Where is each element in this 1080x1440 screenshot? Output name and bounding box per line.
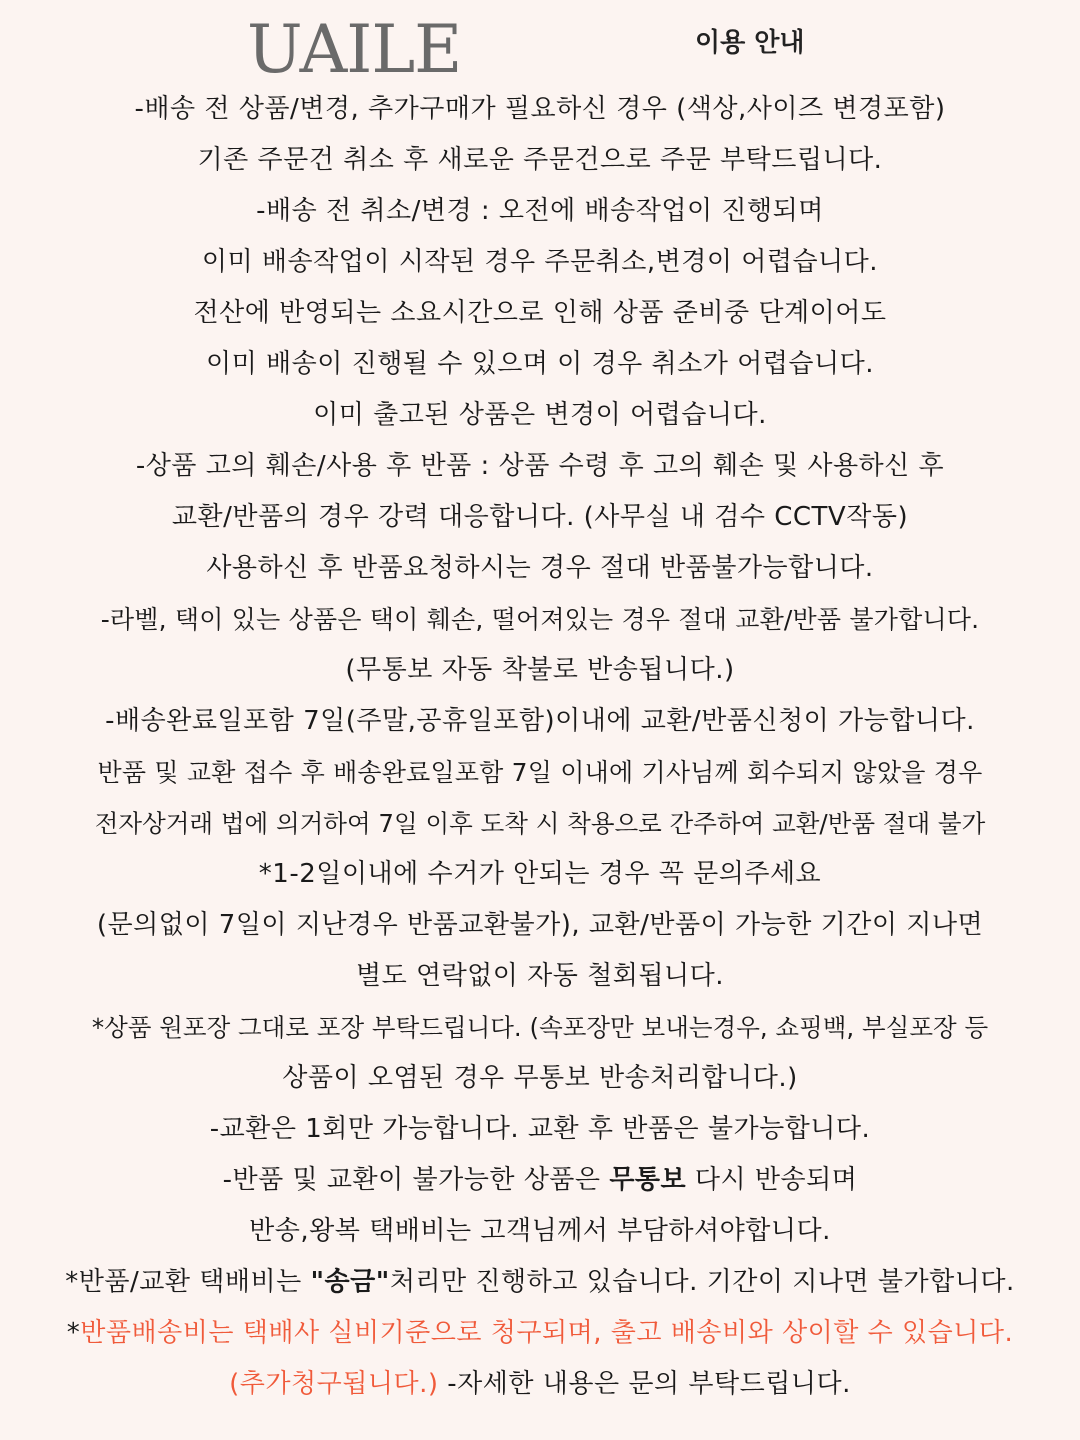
notice-line: *상품 원포장 그대로 포장 부탁드립니다. (속포장만 보내는경우, 쇼핑백, 부실포장 등	[91, 1013, 989, 1042]
notice-line: 상품이 오염된 경우 무통보 반송처리합니다.)	[282, 1063, 798, 1093]
line-text: 처리만 진행하고 있습니다. 기간이 지나면 불가합니다.	[389, 1267, 1015, 1297]
header	[0, 0, 1080, 92]
notice-line: -상품 고의 훼손/사용 후 반품 : 상품 수령 후 고의 훼손 및 사용하신 후	[135, 451, 945, 481]
notice-line: 기존 주문건 취소 후 새로운 주문건으로 주문 부탁드립니다.	[197, 145, 883, 175]
notice-line: 반품 및 교환 접수 후 배송완료일포함 7일 이내에 기사님께 회수되지 않았을 경우	[97, 758, 983, 787]
brand-logo[interactable]: UAILE	[247, 11, 462, 88]
notice-line: -배송완료일포함 7일(주말,공휴일포함)이내에 교환/반품신청이 가능합니다.	[105, 706, 975, 736]
notice-line: 이미 배송작업이 시작된 경우 주문취소,변경이 어렵습니다.	[201, 247, 879, 277]
notice-line: 반송,왕복 택배비는 고객님께서 부담하셔야합니다.	[249, 1216, 831, 1246]
line-text: -자세한 내용은 문의 부탁드립니다.	[438, 1369, 851, 1399]
notice-line: -배송 전 취소/변경 : 오전에 배송작업이 진행되며	[256, 196, 824, 226]
notice-line: *1-2일이내에 수거가 안되는 경우 꼭 문의주세요	[258, 859, 822, 889]
line-text: -반품 및 교환이 불가능한 상품은	[222, 1165, 610, 1195]
guide-title: 이용 안내	[695, 28, 805, 58]
notice-line-extra-charge	[0, 1359, 1080, 1410]
line-text: 다시 반송되며	[686, 1165, 858, 1195]
notice-line: 이미 출고된 상품은 변경이 어렵습니다.	[313, 400, 767, 430]
red-warning-text: (추가청구됩니다.)	[229, 1369, 439, 1399]
notice-line: 이미 배송이 진행될 수 있으며 이 경우 취소가 어렵습니다.	[205, 349, 875, 379]
notice-line: -교환은 1회만 가능합니다. 교환 후 반품은 불가능합니다.	[209, 1114, 871, 1144]
notice-line-no-notice-return	[0, 1155, 1080, 1206]
bold-emphasis: 무통보	[609, 1165, 687, 1195]
bold-emphasis: "송금"	[310, 1267, 390, 1297]
notice-line: 별도 연락없이 자동 철회됩니다.	[355, 961, 725, 991]
notice-body	[0, 84, 1080, 1410]
line-text: *	[66, 1318, 81, 1348]
notice-line-remittance	[0, 1257, 1080, 1308]
line-text: *반품/교환 택배비는	[65, 1267, 311, 1297]
notice-line: -배송 전 상품/변경, 추가구매가 필요하신 경우 (색상,사이즈 변경포함)	[134, 94, 946, 124]
notice-line: 전산에 반영되는 소요시간으로 인해 상품 준비중 단계이어도	[193, 298, 887, 328]
notice-line: -라벨, 택이 있는 상품은 택이 훼손, 떨어져있는 경우 절대 교환/반품 불가합니다.	[100, 605, 980, 634]
notice-line: 전자상거래 법에 의거하여 7일 이후 도착 시 착용으로 간주하여 교환/반품 절대 불가	[94, 809, 986, 838]
notice-line: (무통보 자동 착불로 반송됩니다.)	[345, 655, 735, 685]
notice-line: 사용하신 후 반품요청하시는 경우 절대 반품불가능합니다.	[206, 553, 874, 583]
notice-line-return-shipping-fee	[0, 1308, 1080, 1359]
red-warning-text: 반품배송비는 택배사 실비기준으로 청구되며, 출고 배송비와 상이할 수 있습니다.	[80, 1318, 1014, 1348]
notice-line: 교환/반품의 경우 강력 대응합니다. (사무실 내 검수 CCTV작동)	[171, 502, 909, 532]
notice-line: (문의없이 7일이 지난경우 반품교환불가), 교환/반품이 가능한 기간이 지나면	[96, 910, 984, 940]
